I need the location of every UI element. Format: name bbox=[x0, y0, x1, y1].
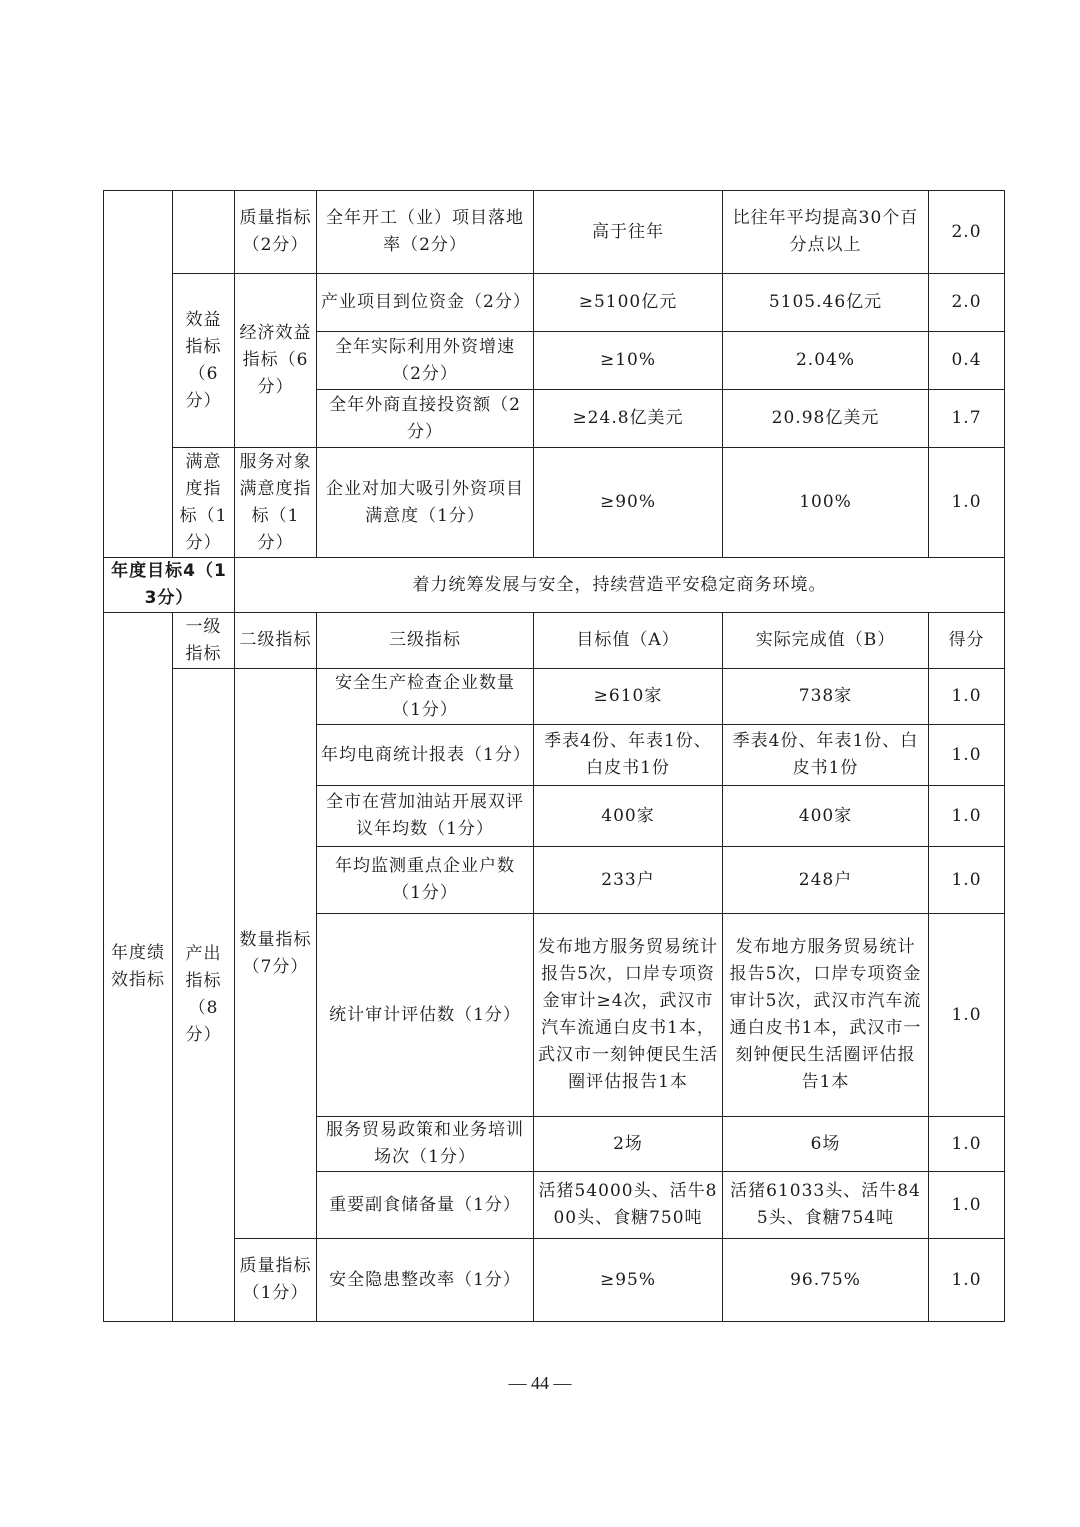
score-cell: 1.7 bbox=[929, 390, 1005, 448]
level1-cell: 满意度指标（1分） bbox=[173, 448, 235, 558]
actual-cell: 6场 bbox=[723, 1117, 929, 1172]
level3-cell: 产业项目到位资金（2分） bbox=[317, 274, 534, 332]
level3-cell: 全年外商直接投资额（2分） bbox=[317, 390, 534, 448]
score-cell: 1.0 bbox=[929, 847, 1005, 914]
level1-cell: 产出指标（8分） bbox=[173, 669, 235, 1322]
actual-cell: 400家 bbox=[723, 786, 929, 847]
level2-cell: 质量指标（1分） bbox=[235, 1239, 317, 1322]
actual-cell: 5105.46亿元 bbox=[723, 274, 929, 332]
level1-cell: 效益指标（6分） bbox=[173, 274, 235, 448]
score-cell: 1.0 bbox=[929, 786, 1005, 847]
table-row bbox=[104, 448, 1005, 558]
level2-cell: 经济效益指标（6分） bbox=[235, 274, 317, 448]
header-level2: 二级指标 bbox=[235, 613, 317, 669]
annual-label-cell: 年度绩效指标 bbox=[104, 613, 173, 1322]
target-cell: ≥90% bbox=[534, 448, 723, 558]
actual-cell: 季表4份、年表1份、白皮书1份 bbox=[723, 725, 929, 786]
level3-cell: 全市在营加油站开展双评议年均数（1分） bbox=[317, 786, 534, 847]
actual-cell: 96.75% bbox=[723, 1239, 929, 1322]
score-cell: 2.0 bbox=[929, 274, 1005, 332]
actual-cell: 100% bbox=[723, 448, 929, 558]
header-row bbox=[104, 613, 1005, 669]
level3-cell: 服务贸易政策和业务培训场次（1分） bbox=[317, 1117, 534, 1172]
header-score: 得分 bbox=[929, 613, 1005, 669]
actual-cell: 20.98亿美元 bbox=[723, 390, 929, 448]
target-cell: 2场 bbox=[534, 1117, 723, 1172]
level3-cell: 安全隐患整改率（1分） bbox=[317, 1239, 534, 1322]
table-row bbox=[104, 1239, 1005, 1322]
score-cell: 0.4 bbox=[929, 332, 1005, 390]
score-cell: 2.0 bbox=[929, 191, 1005, 274]
level3-cell: 重要副食储备量（1分） bbox=[317, 1172, 534, 1239]
header-actual: 实际完成值（B） bbox=[723, 613, 929, 669]
actual-cell: 248户 bbox=[723, 847, 929, 914]
table-row bbox=[104, 669, 1005, 725]
target-cell: ≥10% bbox=[534, 332, 723, 390]
actual-cell: 发布地方服务贸易统计报告5次，口岸专项资金审计5次，武汉市汽车流通白皮书1本，武汉市一刻钟便民生活圈评估报告1本 bbox=[723, 914, 929, 1117]
level3-cell: 统计审计评估数（1分） bbox=[317, 914, 534, 1117]
actual-cell: 比往年平均提高30个百分点以上 bbox=[723, 191, 929, 274]
table-row bbox=[104, 274, 1005, 332]
goal-text: 着力统筹发展与安全，持续营造平安稳定商务环境。 bbox=[235, 558, 1005, 613]
target-cell: 发布地方服务贸易统计报告5次，口岸专项资金审计≥4次，武汉市汽车流通白皮书1本，武汉市一刻钟便民生活圈评估报告1本 bbox=[534, 914, 723, 1117]
score-cell: 1.0 bbox=[929, 725, 1005, 786]
goal-row bbox=[104, 558, 1005, 613]
target-cell: 活猪54000头、活牛800头、食糖750吨 bbox=[534, 1172, 723, 1239]
header-level1: 一级指标 bbox=[173, 613, 235, 669]
target-cell: 季表4份、年表1份、白皮书1份 bbox=[534, 725, 723, 786]
target-cell: 400家 bbox=[534, 786, 723, 847]
header-level3: 三级指标 bbox=[317, 613, 534, 669]
actual-cell: 活猪61033头、活牛845头、食糖754吨 bbox=[723, 1172, 929, 1239]
page-number: — 44 — bbox=[508, 1373, 572, 1393]
target-cell: ≥610家 bbox=[534, 669, 723, 725]
level3-cell: 年均电商统计报表（1分） bbox=[317, 725, 534, 786]
score-cell: 1.0 bbox=[929, 669, 1005, 725]
header-target: 目标值（A） bbox=[534, 613, 723, 669]
level2-cell: 质量指标（2分） bbox=[235, 191, 317, 274]
empty-level-cell bbox=[104, 191, 173, 558]
level3-cell: 全年实际利用外资增速（2分） bbox=[317, 332, 534, 390]
target-cell: 233户 bbox=[534, 847, 723, 914]
actual-cell: 2.04% bbox=[723, 332, 929, 390]
target-cell: ≥95% bbox=[534, 1239, 723, 1322]
score-cell: 1.0 bbox=[929, 1117, 1005, 1172]
empty-level1-cell bbox=[173, 191, 235, 274]
level3-cell: 安全生产检查企业数量（1分） bbox=[317, 669, 534, 725]
performance-table bbox=[103, 190, 1005, 1322]
level3-cell: 企业对加大吸引外资项目满意度（1分） bbox=[317, 448, 534, 558]
score-cell: 1.0 bbox=[929, 1239, 1005, 1322]
target-cell: 高于往年 bbox=[534, 191, 723, 274]
target-cell: ≥5100亿元 bbox=[534, 274, 723, 332]
score-cell: 1.0 bbox=[929, 448, 1005, 558]
level2-cell: 数量指标（7分） bbox=[235, 669, 317, 1239]
goal-label: 年度目标4（13分） bbox=[104, 558, 235, 613]
table-row bbox=[104, 191, 1005, 274]
score-cell: 1.0 bbox=[929, 914, 1005, 1117]
level2-cell: 服务对象满意度指标（1分） bbox=[235, 448, 317, 558]
level3-cell: 全年开工（业）项目落地率（2分） bbox=[317, 191, 534, 274]
score-cell: 1.0 bbox=[929, 1172, 1005, 1239]
actual-cell: 738家 bbox=[723, 669, 929, 725]
level3-cell: 年均监测重点企业户数（1分） bbox=[317, 847, 534, 914]
target-cell: ≥24.8亿美元 bbox=[534, 390, 723, 448]
